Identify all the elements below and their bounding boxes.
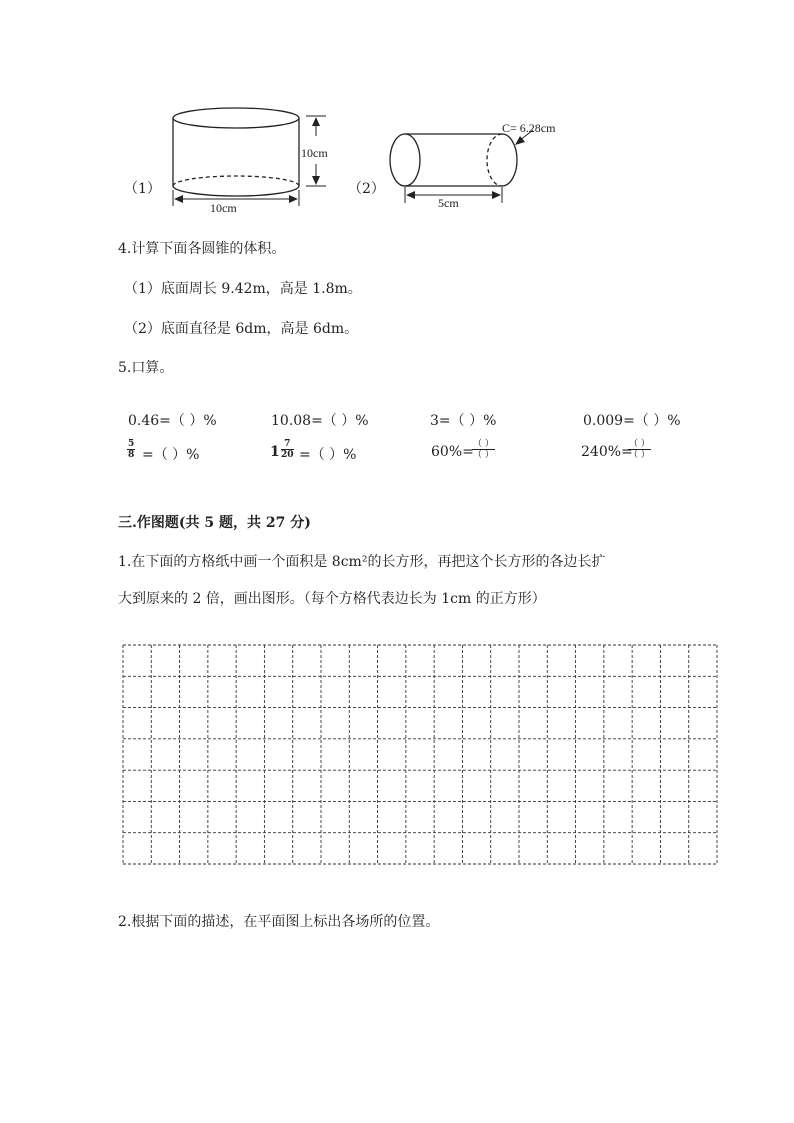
q5-item-7-fraction [472, 439, 495, 460]
q5-item-3: 3=（ ）% [430, 413, 497, 429]
cylinder-1-diameter-label: 10cm [210, 201, 237, 215]
fraction-denominator: 8 [128, 450, 135, 460]
q5-fraction-7-20 [281, 439, 294, 460]
q5-item-8-fraction [628, 439, 651, 460]
fraction-denominator: 20 [281, 450, 294, 460]
q5-fraction-5-8 [127, 439, 135, 460]
fraction-denominator-blank: （ ） [629, 450, 650, 460]
q4-title: 4.计算下面各圆锥的体积。 [118, 241, 286, 257]
figure-1-label: （1） [124, 181, 161, 197]
q5-title: 5.口算。 [118, 360, 174, 376]
q5-item-2: 10.08=（ ）% [271, 413, 369, 429]
section-3-title: 三.作图题(共 5 题，共 27 分) [118, 515, 311, 531]
fraction-numerator: 7 [281, 439, 294, 450]
q5-item-5-rest: =（ ）% [142, 447, 200, 463]
q5-item-7-prefix: 60%= [431, 444, 474, 460]
s3-q2-text: 2.根据下面的描述，在平面图上标出各场所的位置。 [118, 914, 440, 930]
grid-paper[interactable] [122, 644, 718, 865]
fraction-numerator-blank: （ ） [473, 439, 494, 449]
figure-2-label: （2） [348, 181, 385, 197]
q4-item-2: （2）底面直径是 6dm，高是 6dm。 [124, 321, 359, 337]
fraction-numerator-blank: （ ） [629, 439, 650, 449]
q5-item-8-prefix: 240%= [581, 444, 633, 460]
q4-item-1: （1）底面周长 9.42m，高是 1.8m。 [124, 281, 362, 297]
fraction-denominator-blank: （ ） [473, 450, 494, 460]
q5-item-1: 0.46=（ ）% [128, 413, 217, 429]
q5-item-4: 0.009=（ ）% [583, 413, 681, 429]
cylinder-2-circumference-label: C= 6.28cm [502, 121, 556, 135]
s3-q1-line-1: 1.在下面的方格纸中画一个面积是 8cm²的长方形，再把这个长方形的各边长扩 [118, 554, 606, 570]
fraction-numerator: 5 [128, 439, 135, 449]
q5-mixed-whole: 1 [270, 444, 280, 460]
s3-q1-line-2: 大到原来的 2 倍，画出图形。（每个方格代表边长为 1cm 的正方形） [118, 591, 546, 607]
cylinder-figure-1 [160, 100, 370, 220]
cylinder-1-height-label: 10cm [301, 146, 328, 160]
q5-item-6-rest: =（ ）% [299, 447, 357, 463]
cylinder-2-length-label: 5cm [438, 196, 459, 210]
